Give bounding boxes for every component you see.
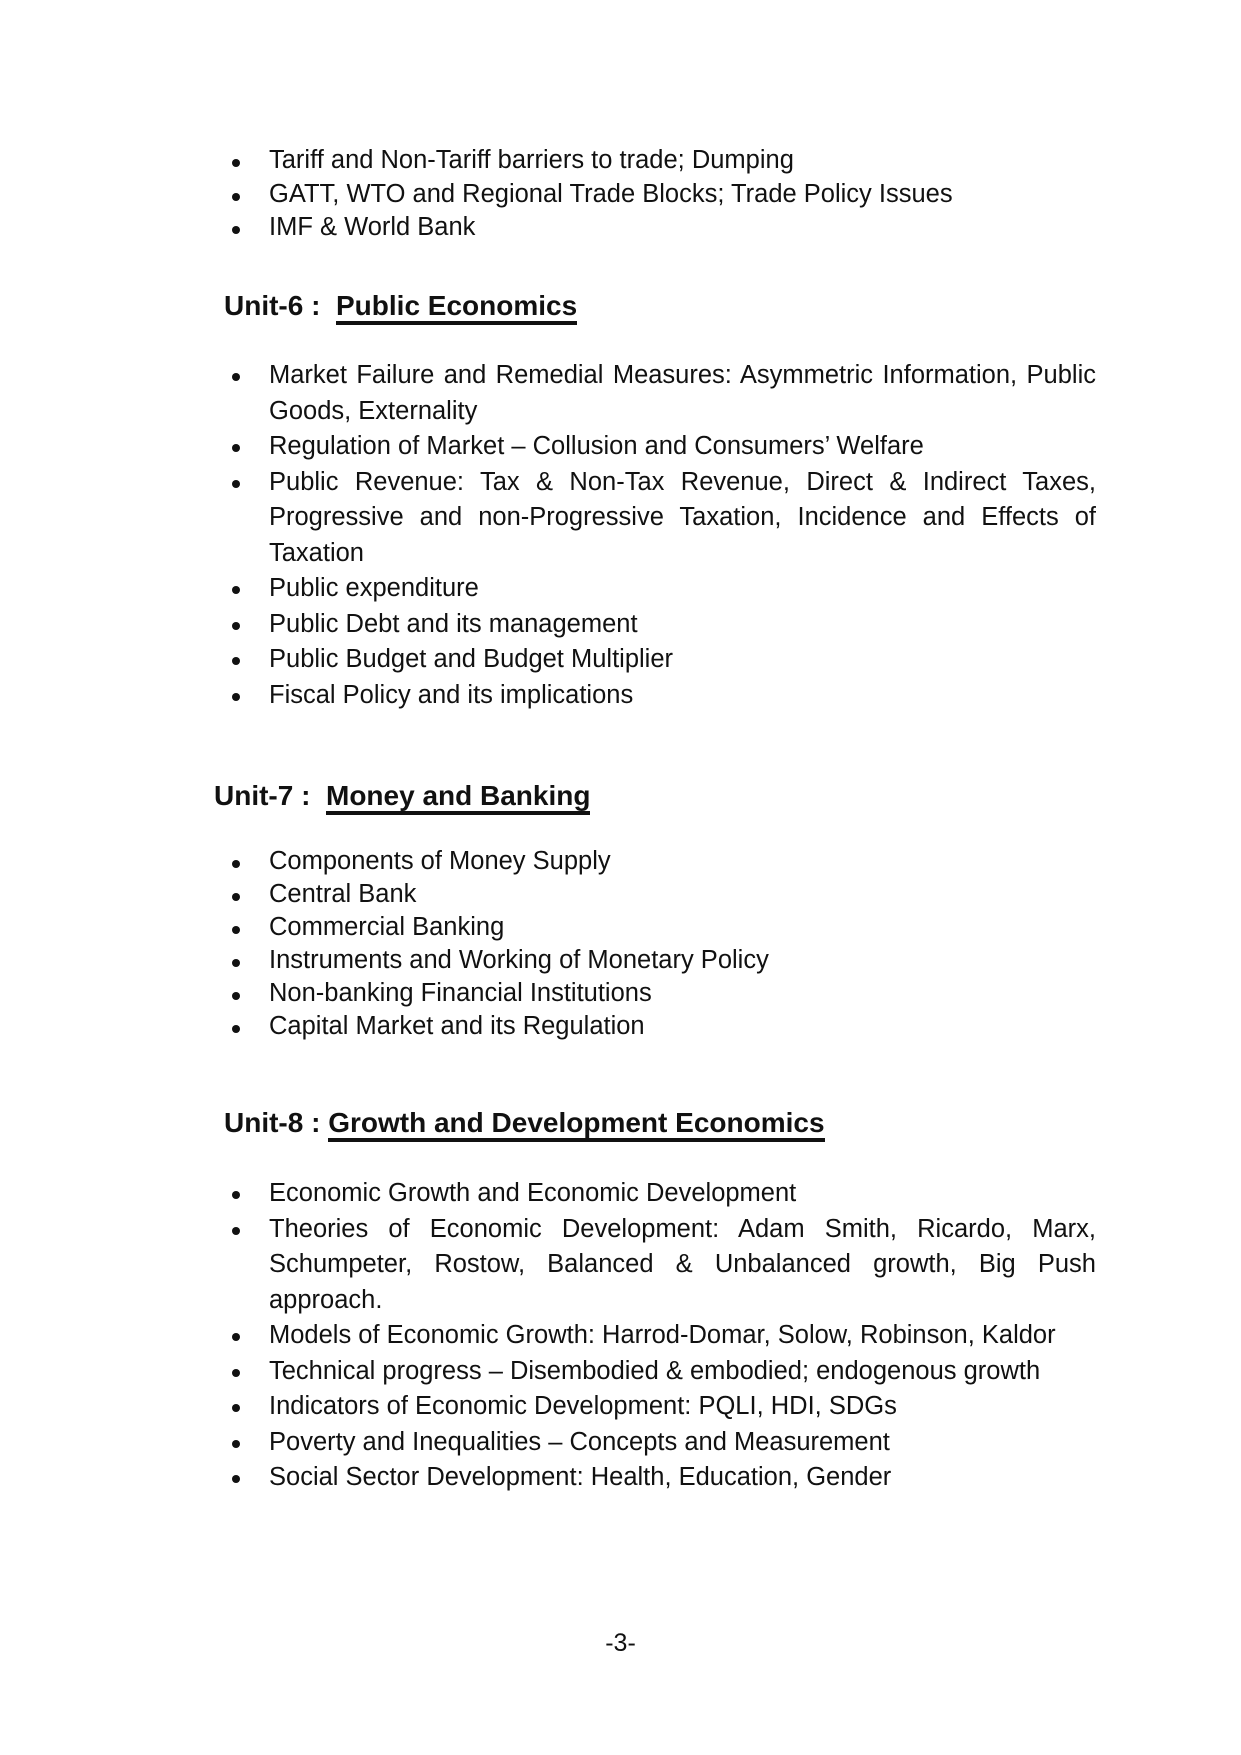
unit-8-heading <box>224 1106 825 1140</box>
list-item: Commercial Banking <box>229 911 1096 944</box>
list-item: Central Bank <box>229 878 1096 911</box>
list-item: Public Budget and Budget Multiplier <box>229 642 1096 678</box>
list-item: Regulation of Market – Collusion and Consumers’ Welfare <box>229 429 1096 465</box>
trade-topics-list <box>229 144 1096 245</box>
unit-7-heading <box>214 779 590 813</box>
list-item: GATT, WTO and Regional Trade Blocks; Trade Policy Issues <box>229 178 1096 212</box>
list-item: Models of Economic Growth: Harrod-Domar, Solow, Robinson, Kaldor <box>229 1318 1096 1354</box>
list-item: Instruments and Working of Monetary Policy <box>229 944 1096 977</box>
list-item: Public Debt and its management <box>229 607 1096 643</box>
list-item: IMF & World Bank <box>229 211 1096 245</box>
list-item: Public expenditure <box>229 571 1096 607</box>
unit-8-topics-list <box>229 1176 1096 1496</box>
list-item: Fiscal Policy and its implications <box>229 678 1096 714</box>
unit-7-topics-list <box>229 845 1096 1043</box>
page-number: -3- <box>605 1629 636 1657</box>
list-item: Technical progress – Disembodied & embodied; endogenous growth <box>229 1354 1096 1390</box>
list-item: Poverty and Inequalities – Concepts and Measurement <box>229 1425 1096 1461</box>
list-item: Social Sector Development: Health, Education, Gender <box>229 1460 1096 1496</box>
unit-7-label: Unit-7 : <box>214 780 311 811</box>
list-item: Tariff and Non-Tariff barriers to trade; Dumping <box>229 144 1096 178</box>
unit-8-title: Growth and Development Economics <box>328 1107 824 1142</box>
list-item: Public Revenue: Tax & Non-Tax Revenue, Direct & Indirect Taxes, Progressive and non-Progressive Taxation, Incidence and Effects of Taxation <box>229 465 1096 572</box>
list-item: Economic Growth and Economic Development <box>229 1176 1096 1212</box>
unit-6-title: Public Economics <box>336 290 577 325</box>
unit-6-label: Unit-6 : <box>224 290 321 321</box>
unit-7-title: Money and Banking <box>326 780 590 815</box>
list-item: Non-banking Financial Institutions <box>229 977 1096 1010</box>
list-item: Capital Market and its Regulation <box>229 1010 1096 1043</box>
unit-6-heading <box>224 289 577 323</box>
unit-8-label: Unit-8 : <box>224 1107 321 1138</box>
unit-6-topics-list <box>229 358 1096 713</box>
list-item: Components of Money Supply <box>229 845 1096 878</box>
list-item: Indicators of Economic Development: PQLI, HDI, SDGs <box>229 1389 1096 1425</box>
list-item: Theories of Economic Development: Adam Smith, Ricardo, Marx, Schumpeter, Rostow, Balanced & Unbalanced growth, Big Push approach. <box>229 1212 1096 1319</box>
list-item: Market Failure and Remedial Measures: Asymmetric Information, Public Goods, Externality <box>229 358 1096 429</box>
